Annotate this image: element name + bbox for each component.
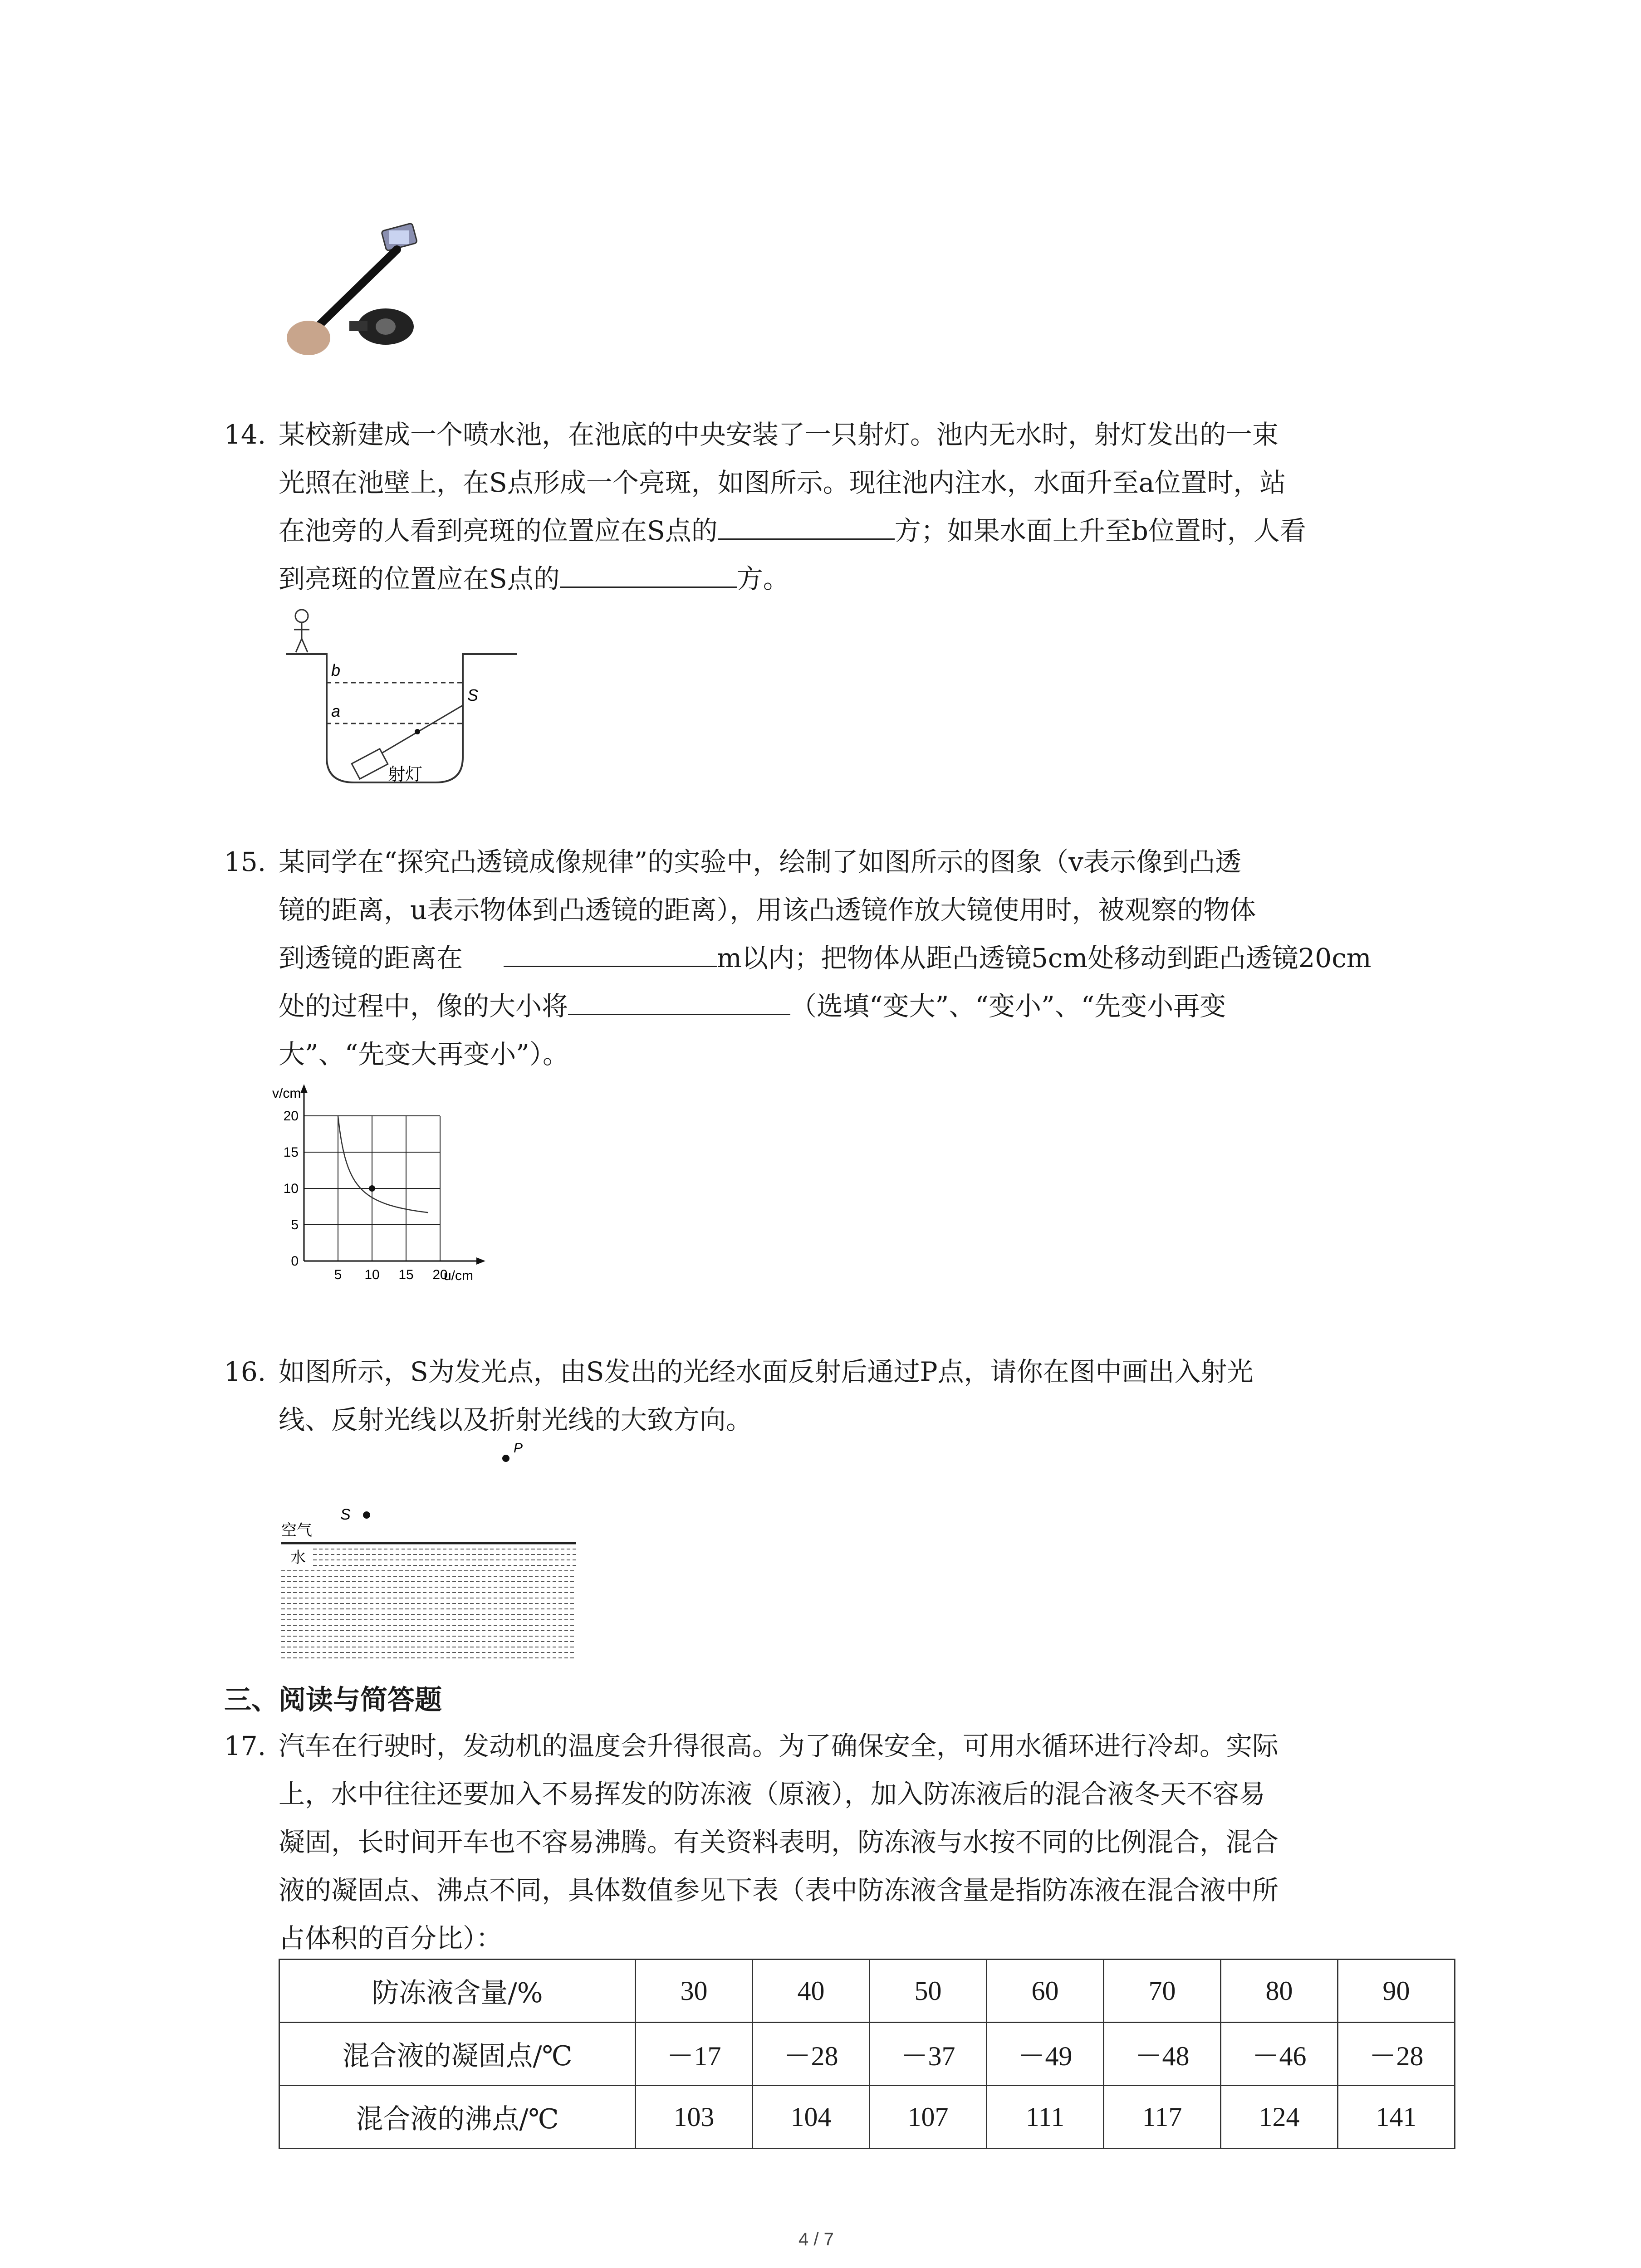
y-tick-label: 10 bbox=[283, 1181, 299, 1196]
q17-line-1: 汽车在行驶时，发动机的温度会升得很高。为了确保安全，可用水循环进行冷却。实际 bbox=[279, 1730, 1279, 1761]
table-cell: 90 bbox=[1338, 1960, 1455, 2023]
pool-diagram bbox=[281, 603, 526, 794]
table-cell: 50 bbox=[870, 1960, 987, 2023]
y-axis-arrow bbox=[300, 1084, 308, 1093]
q14-blank-1[interactable] bbox=[718, 513, 895, 540]
table-cell: －17 bbox=[636, 2023, 753, 2086]
q14-blank-2[interactable] bbox=[560, 561, 737, 588]
marked-point bbox=[369, 1185, 375, 1192]
table-cell: 107 bbox=[870, 2086, 987, 2149]
q17-number: 17. bbox=[224, 1730, 266, 1761]
q17-line-2: 上，水中往往还要加入不易挥发的防冻液（原液），加入防冻液后的混合液冬天不容易 bbox=[279, 1779, 1266, 1809]
table-row bbox=[279, 2086, 1455, 2149]
section-3-title: 三、阅读与简答题 bbox=[224, 1684, 442, 1716]
table-cell: －37 bbox=[870, 2023, 987, 2086]
q16-number: 16. bbox=[224, 1356, 266, 1387]
q14-number: 14. bbox=[224, 419, 266, 450]
y-tick-label: 5 bbox=[291, 1217, 299, 1232]
q14-line-3-text-a: 在池旁的人看到亮斑的位置应在S点的 bbox=[279, 515, 718, 546]
q15-line-3-text-a: 到透镜的距离在 bbox=[279, 943, 463, 973]
q15-line-4-text-a: 处的过程中，像的大小将 bbox=[279, 991, 568, 1022]
q14-line-3-text-b: 方；如果水面上升至b位置时，人看 bbox=[894, 515, 1306, 546]
person-icon bbox=[294, 610, 309, 652]
q15-number: 15. bbox=[224, 846, 266, 877]
q14-line-4 bbox=[279, 554, 789, 603]
selfie-stick-figure bbox=[281, 218, 436, 358]
x-tick-label: 20 bbox=[432, 1267, 448, 1282]
q15-line-4-text-b: （选填“变大”、“变小”、“先变小再变 bbox=[790, 991, 1226, 1022]
q14-line-4-text-b: 方。 bbox=[736, 563, 789, 594]
table-cell: 124 bbox=[1221, 2086, 1338, 2149]
series-line bbox=[338, 1116, 428, 1213]
table-cell: 40 bbox=[753, 1960, 870, 2023]
table-cell: －28 bbox=[1338, 2023, 1455, 2086]
label-water: 水 bbox=[290, 1549, 306, 1566]
table-cell: 117 bbox=[1104, 2086, 1221, 2149]
table-cell: 103 bbox=[636, 2086, 753, 2149]
q15-line-3-text-b: m以内；把物体从距凸透镜5cm处移动到距凸透镜20cm bbox=[717, 943, 1372, 973]
table-cell: 30 bbox=[636, 1960, 753, 2023]
q15-line-3 bbox=[279, 934, 1372, 982]
pool-label-a: a bbox=[331, 702, 341, 720]
pool-label-s: S bbox=[467, 686, 479, 704]
table-cell: 60 bbox=[987, 1960, 1104, 2023]
q14-line-1: 某校新建成一个喷水池，在池底的中央安装了一只射灯。池内无水时，射灯发出的一束 bbox=[279, 419, 1279, 450]
table-cell: －49 bbox=[987, 2023, 1104, 2086]
antifreeze-table bbox=[279, 1959, 1455, 2149]
q14-line-3 bbox=[279, 506, 1306, 555]
x-axis-arrow bbox=[476, 1257, 485, 1265]
table-cell: 80 bbox=[1221, 1960, 1338, 2023]
x-tick-label: 15 bbox=[398, 1267, 414, 1282]
reflection-label-s: S bbox=[340, 1506, 351, 1523]
table-row bbox=[279, 2023, 1455, 2086]
q15-line-2: 镜的距离，u表示物体到凸透镜的距离），用该凸透镜作放大镜使用时，被观察的物体 bbox=[279, 894, 1256, 925]
table-cell: 70 bbox=[1104, 1960, 1221, 2023]
x-tick-label: 5 bbox=[334, 1267, 342, 1282]
q15-blank-2[interactable] bbox=[568, 988, 790, 1015]
table-row-header: 防冻液含量/% bbox=[279, 1960, 636, 2023]
reflection-diagram bbox=[277, 1438, 585, 1660]
table-cell: －48 bbox=[1104, 2023, 1221, 2086]
table-cell: －28 bbox=[753, 2023, 870, 2086]
reflection-label-p: P bbox=[514, 1441, 523, 1456]
label-air: 空气 bbox=[281, 1522, 312, 1539]
q15-line-4 bbox=[279, 982, 1226, 1031]
q17-line-3: 凝固，长时间开车也不容易沸腾。有关资料表明，防冻液与水按不同的比例混合，混合 bbox=[279, 1827, 1279, 1857]
y-tick-label: 0 bbox=[291, 1254, 299, 1269]
q17-line-4: 液的凝固点、沸点不同，具体数值参见下表（表中防冻液含量是指防冻液在混合液中所 bbox=[279, 1875, 1279, 1906]
pool-label-lamp: 射灯 bbox=[388, 765, 423, 784]
y-tick-label: 15 bbox=[283, 1145, 299, 1160]
table-row-header: 混合液的沸点/℃ bbox=[279, 2086, 636, 2149]
y-axis-label: v/cm bbox=[272, 1086, 301, 1101]
uv-chart bbox=[268, 1080, 558, 1297]
x-axis-label: u/cm bbox=[444, 1268, 474, 1283]
q15-blank-1[interactable] bbox=[504, 940, 717, 967]
pool-label-b: b bbox=[331, 661, 341, 679]
x-tick-label: 10 bbox=[364, 1267, 380, 1282]
q15-line-5: 大”、“先变大再变小”）。 bbox=[279, 1039, 569, 1070]
page-number: 4 / 7 bbox=[798, 2229, 834, 2249]
water-hatching bbox=[281, 1549, 576, 1658]
q17-line-5: 占体积的百分比）： bbox=[279, 1923, 503, 1954]
q14-line-4-text-a: 到亮斑的位置应在S点的 bbox=[279, 563, 560, 594]
q14-line-2: 光照在池壁上，在S点形成一个亮斑，如图所示。现往池内注水，水面升至a位置时，站 bbox=[279, 467, 1286, 498]
table-cell: 141 bbox=[1338, 2086, 1455, 2149]
q16-line-1: 如图所示，S为发光点，由S发出的光经水面反射后通过P点，请你在图中画出入射光 bbox=[279, 1356, 1254, 1387]
q16-line-2: 线、反射光线以及折射光线的大致方向。 bbox=[279, 1404, 753, 1435]
y-tick-label: 20 bbox=[283, 1109, 299, 1124]
table-cell: －46 bbox=[1221, 2023, 1338, 2086]
q15-line-1: 某同学在“探究凸透镜成像规律”的实验中，绘制了如图所示的图象（v表示像到凸透 bbox=[279, 846, 1242, 877]
table-row bbox=[279, 1960, 1455, 2023]
table-row-header: 混合液的凝固点/℃ bbox=[279, 2023, 636, 2086]
table-cell: 104 bbox=[753, 2086, 870, 2149]
table-cell: 111 bbox=[987, 2086, 1104, 2149]
